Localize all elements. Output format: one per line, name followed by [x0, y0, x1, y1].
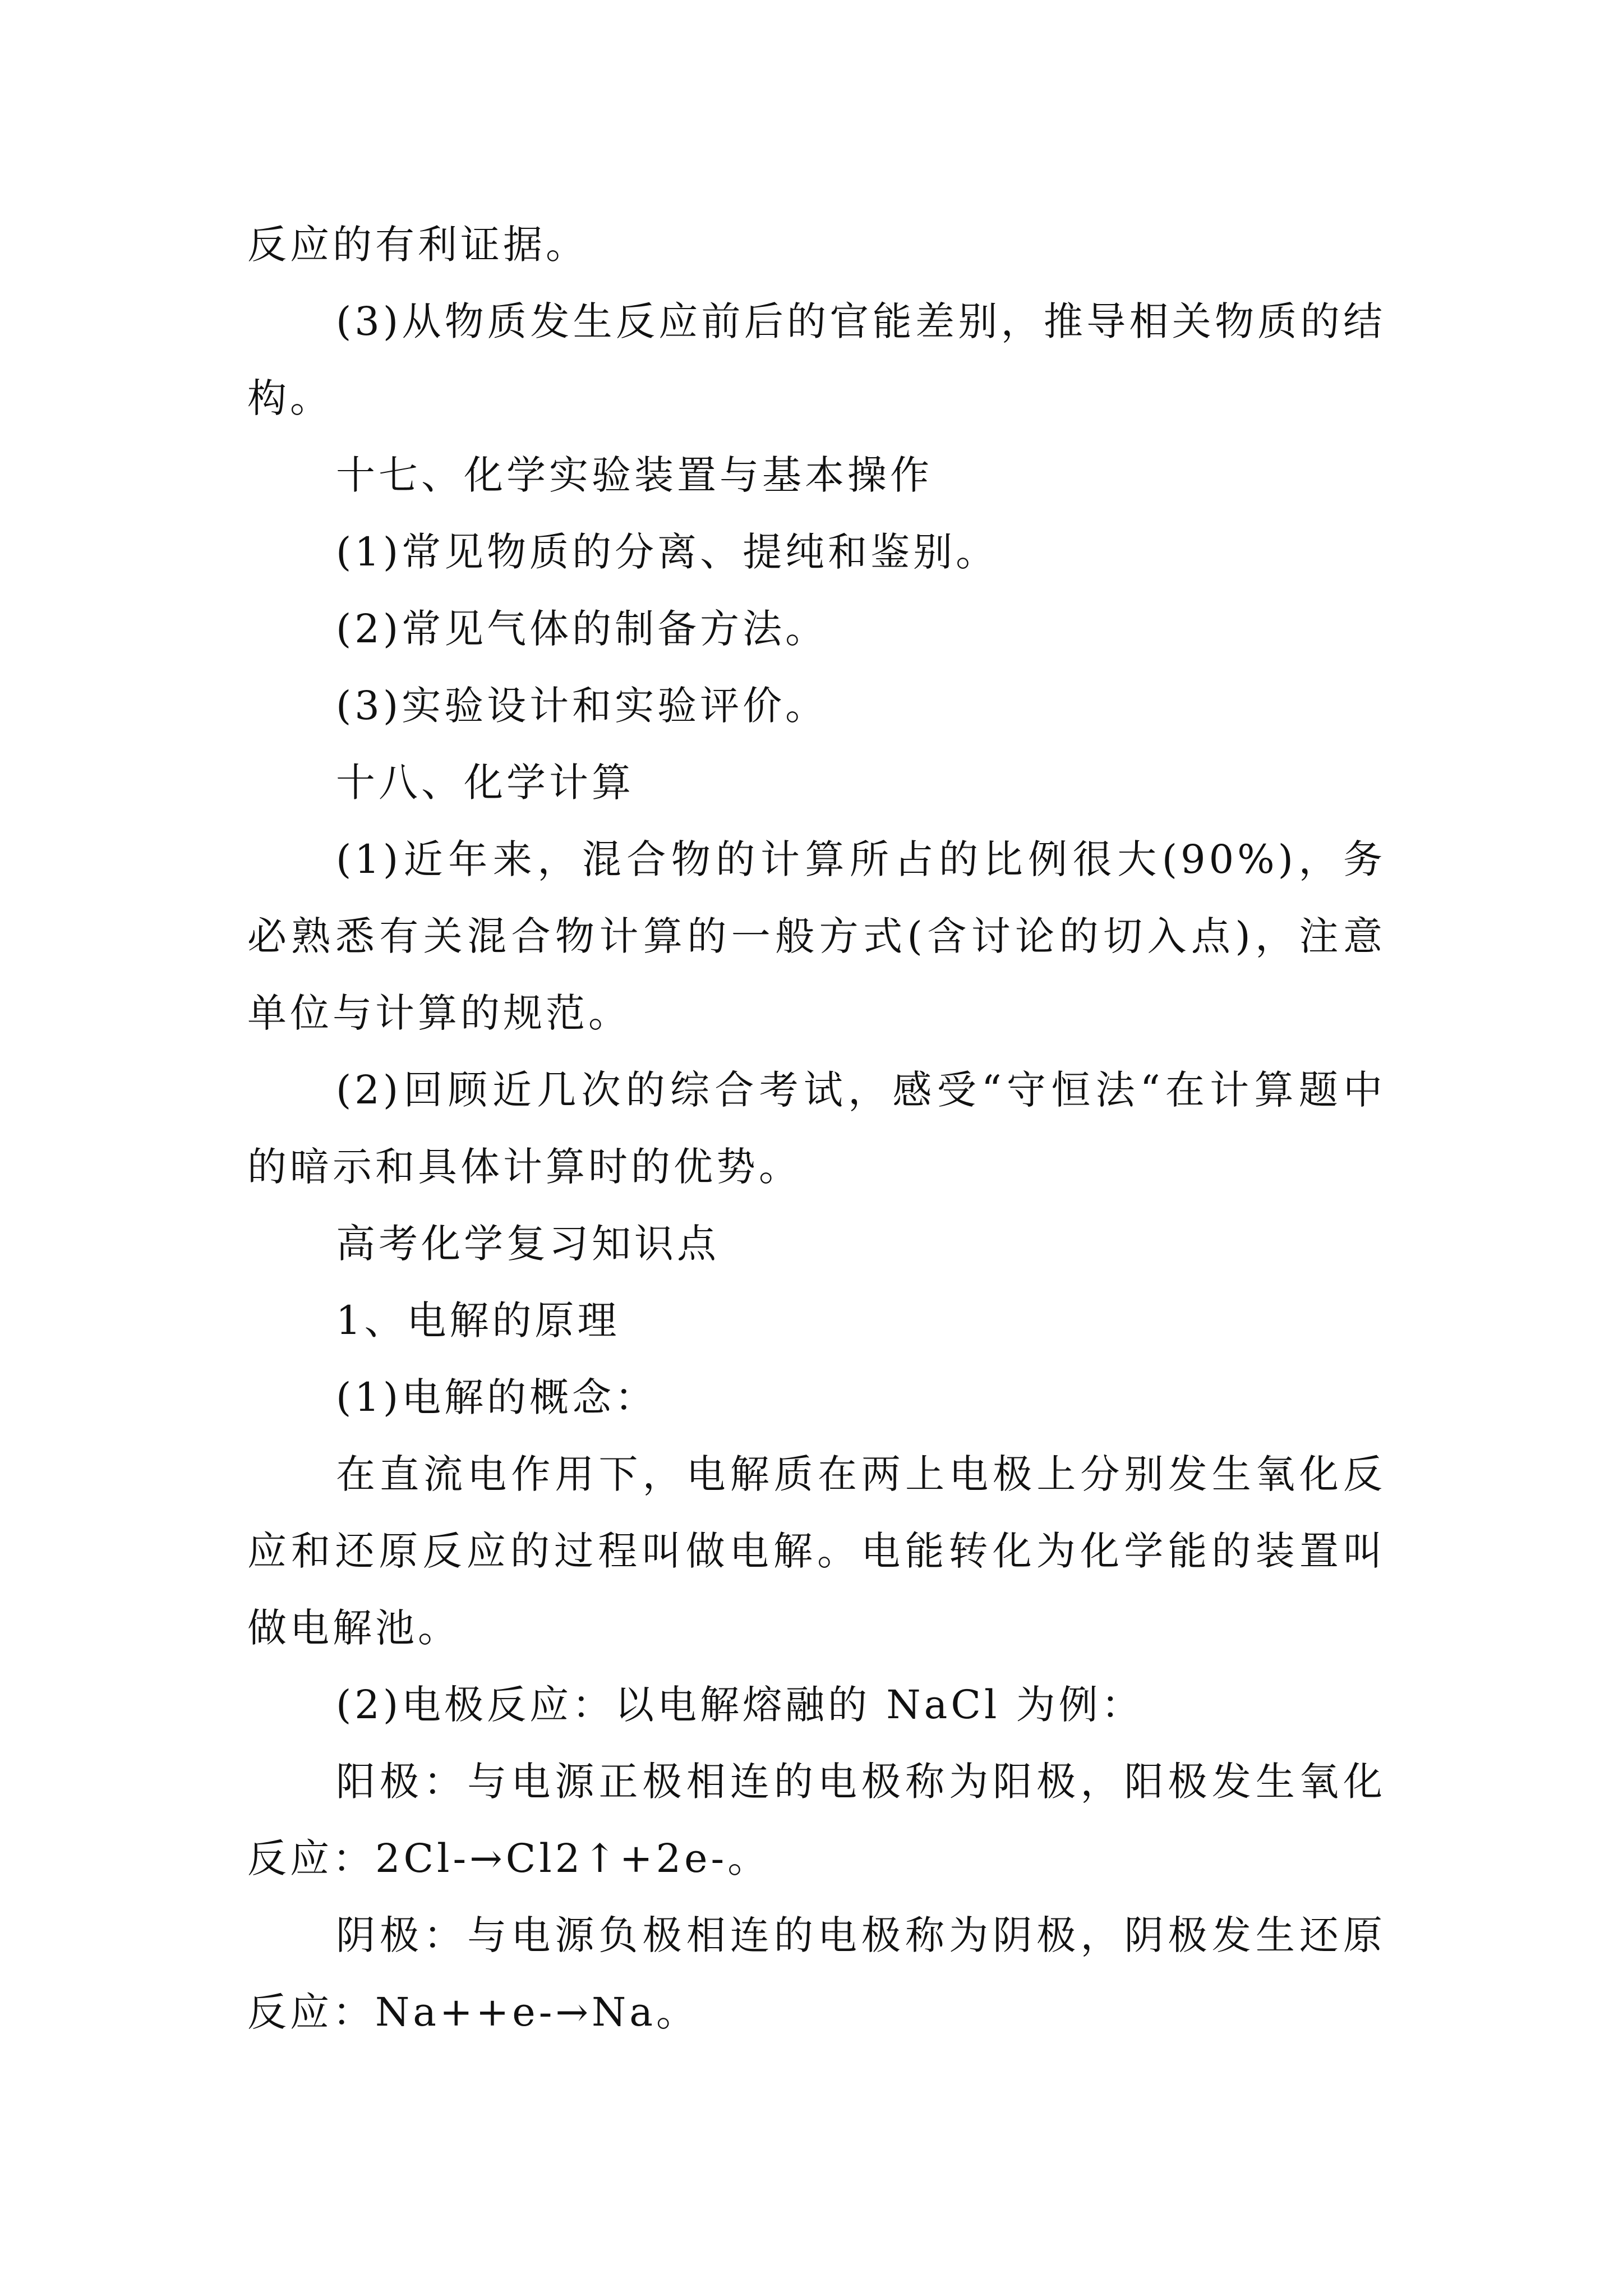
- paragraph: 在直流电作用下，电解质在两上电极上分别发生氧化反应和还原反应的过程叫做电解。电能转化为化学能的装置叫做电解池。: [247, 1451, 1386, 1651]
- paragraph: 阴极：与电源负极相连的电极称为阴极，阴极发生还原反应：Na++e-→Na。: [247, 1912, 1386, 2035]
- document-body: [247, 206, 1386, 2051]
- section-heading: 1、电解的原理: [336, 1297, 620, 1343]
- paragraph: 阳极：与电源正极相连的电极称为阳极，阳极发生氧化反应：2Cl-→Cl2↑+2e-。: [247, 1759, 1386, 1881]
- list-item: (3)实验设计和实验评价。: [336, 683, 828, 729]
- list-item: (1)常见物质的分离、提纯和鉴别。: [336, 529, 999, 575]
- paragraph: 反应的有利证据。: [247, 222, 588, 268]
- section-heading: 十七、化学实验装置与基本操作: [336, 452, 933, 498]
- list-item: (2)常见气体的制备方法。: [336, 606, 828, 652]
- list-item: (2)回顾近几次的综合考试，感受“守恒法“在计算题中的暗示和具体计算时的优势。: [247, 1067, 1386, 1190]
- section-heading: 十八、化学计算: [336, 760, 634, 806]
- list-item: (1)近年来，混合物的计算所占的比例很大(90%)，务必熟悉有关混合物计算的一般方式(含讨论的切入点)，注意单位与计算的规范。: [247, 836, 1386, 1036]
- list-item: (2)电极反应：以电解熔融的 NaCl 为例：: [336, 1682, 1144, 1728]
- paragraph: (3)从物质发生反应前后的官能差别，推导相关物质的结构。: [247, 298, 1386, 421]
- list-item: (1)电解的概念：: [336, 1374, 658, 1420]
- section-heading: 高考化学复习知识点: [336, 1221, 720, 1267]
